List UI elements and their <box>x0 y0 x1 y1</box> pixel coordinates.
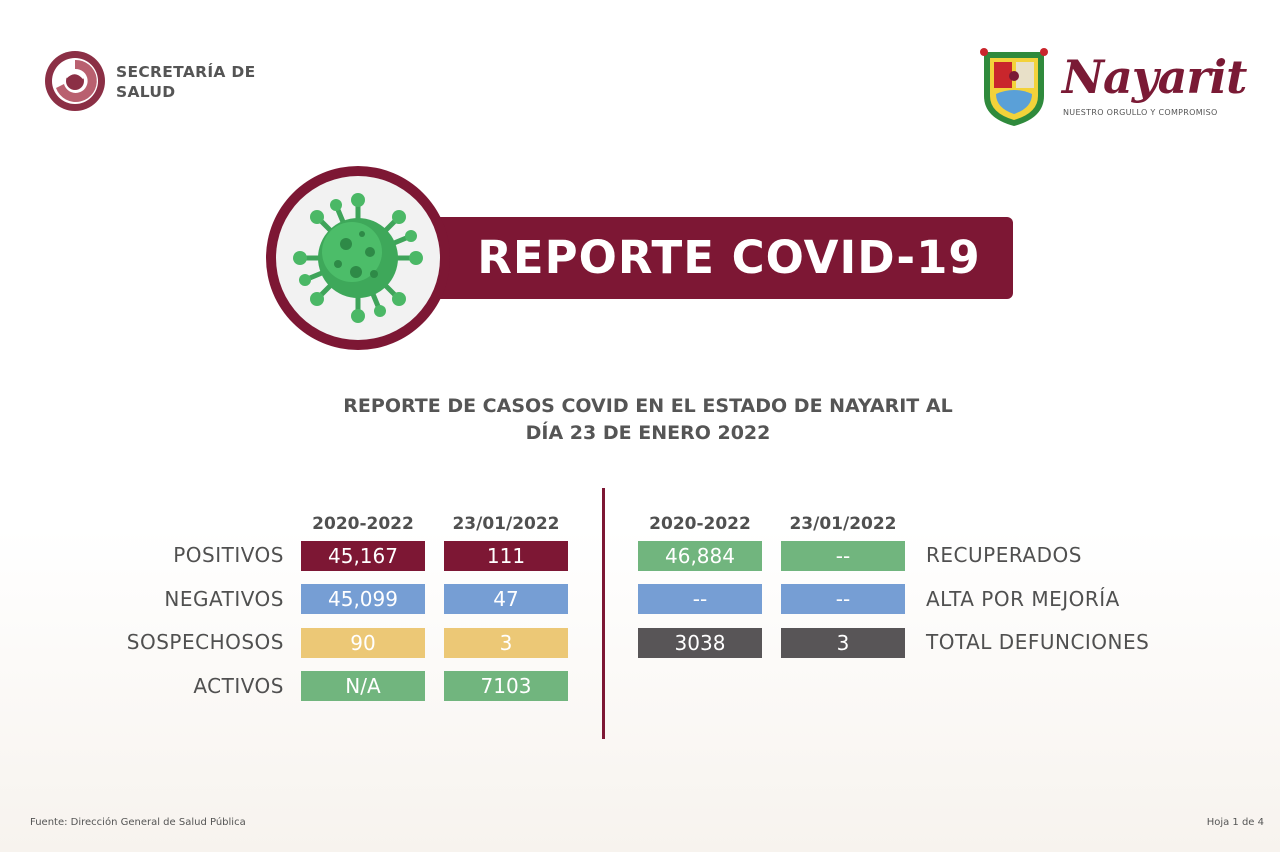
alta-total-cell: -- <box>638 584 762 614</box>
alta-day-cell: -- <box>781 584 905 614</box>
activos-day-cell: 7103 <box>444 671 568 701</box>
left-header-total: 2020-2022 <box>312 514 414 534</box>
right-header-total: 2020-2022 <box>649 514 751 534</box>
defunciones-total-cell: 3038 <box>638 628 762 658</box>
footer-page-number: Hoja 1 de 4 <box>1206 817 1264 828</box>
recuperados-total-cell: 46,884 <box>638 541 762 571</box>
report-subtitle <box>240 393 1056 447</box>
footer-source: Fuente: Dirección General de Salud Pública <box>30 817 246 828</box>
row-label-recuperados: RECUPERADOS <box>926 543 1082 567</box>
subtitle-line2: DÍA 23 DE ENERO 2022 <box>525 422 771 444</box>
row-label-negativos: NEGATIVOS <box>164 587 284 611</box>
activos-total-cell: N/A <box>301 671 425 701</box>
positivos-day-cell: 111 <box>444 541 568 571</box>
recuperados-day-cell: -- <box>781 541 905 571</box>
virus-icon <box>286 186 430 330</box>
sospechosos-total-cell: 90 <box>301 628 425 658</box>
banner-title: REPORTE COVID-19 <box>477 231 981 284</box>
secretaria-salud-logo-icon <box>44 50 106 112</box>
sospechosos-day-cell: 3 <box>444 628 568 658</box>
secretaria-salud-name <box>116 62 255 102</box>
nayarit-shield-icon <box>978 46 1050 128</box>
row-label-activos: ACTIVOS <box>193 674 284 698</box>
secretaria-line1: SECRETARÍA DE <box>116 63 256 81</box>
table-divider <box>602 488 605 739</box>
right-header-day: 23/01/2022 <box>789 514 897 534</box>
negativos-day-cell: 47 <box>444 584 568 614</box>
row-label-sospechosos: SOSPECHOSOS <box>126 630 284 654</box>
left-header-day: 23/01/2022 <box>452 514 560 534</box>
positivos-total-cell: 45,167 <box>301 541 425 571</box>
row-label-alta-por-mejoria: ALTA POR MEJORÍA <box>926 587 1120 611</box>
subtitle-line1: REPORTE DE CASOS COVID EN EL ESTADO DE NAYARIT AL <box>343 395 953 417</box>
nayarit-tagline: NUESTRO ORGULLO Y COMPROMISO <box>1063 108 1218 117</box>
row-label-positivos: POSITIVOS <box>173 543 284 567</box>
secretaria-line2: SALUD <box>116 83 176 101</box>
row-label-total-defunciones: TOTAL DEFUNCIONES <box>926 630 1150 654</box>
nayarit-wordmark: Nayarit <box>1062 50 1247 104</box>
negativos-total-cell: 45,099 <box>301 584 425 614</box>
defunciones-day-cell: 3 <box>781 628 905 658</box>
